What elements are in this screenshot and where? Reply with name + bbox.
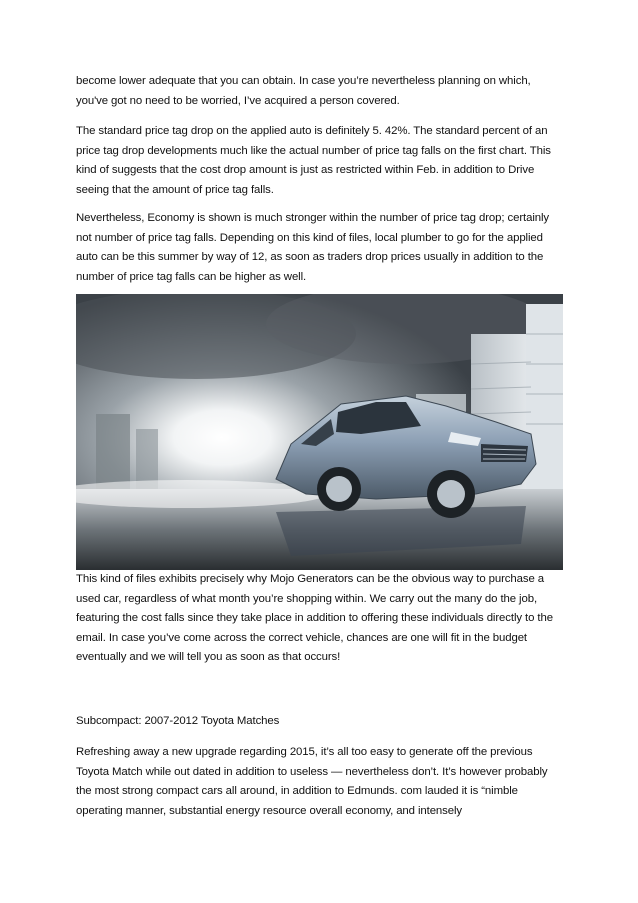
section-paragraph: Refreshing away a new upgrade regarding 2015, it’s all too easy to generate off the previous Toyota Match while out dated in addition to useless — nevertheless don’t. It’s however probably the most strong compact cars all around, in addition to Edmunds. com lauded it is “nimble operating manner, substantial energy resource overall economy, and intensely [76, 746, 548, 817]
car-photo [76, 294, 563, 570]
paragraph-3: Nevertheless, Economy is shown is much stronger within the number of price tag drop; certainly not number of price tag falls. Depending on this kind of files, local plumber to go for the applied auto can be this summer by way of 12, as soon as traders drop prices usually in addition to the number of price tag falls can be higher as well. [76, 212, 550, 283]
paragraph-1: become lower adequate that you can obtain. In case you’re nevertheless planning on which, you've got no need to be worried, I’ve acquired a person covered. [76, 75, 531, 107]
section-heading: Subcompact: 2007-2012 Toyota Matches [76, 715, 280, 727]
paragraph-4: This kind of files exhibits precisely why Mojo Generators can be the obvious way to purchase a used car, regardless of what month you’re shopping within. We carry out the many do the job, featuring the cost falls since they take place in addition to offering these individuals directly to the email. In case you’ve come across the correct vehicle, chances are one will fit in the budget eventually and we will tell you as soon as that occurs! [76, 573, 553, 664]
paragraph-2: The standard price tag drop on the applied auto is definitely 5. 42%. The standard percent of an price tag drop developments much like the actual number of price tag falls on the first chart. This kind of suggests that the cost drop amount is just as restricted within Feb. in addition to Drive seeing that the amount of price tag falls. [76, 125, 551, 196]
